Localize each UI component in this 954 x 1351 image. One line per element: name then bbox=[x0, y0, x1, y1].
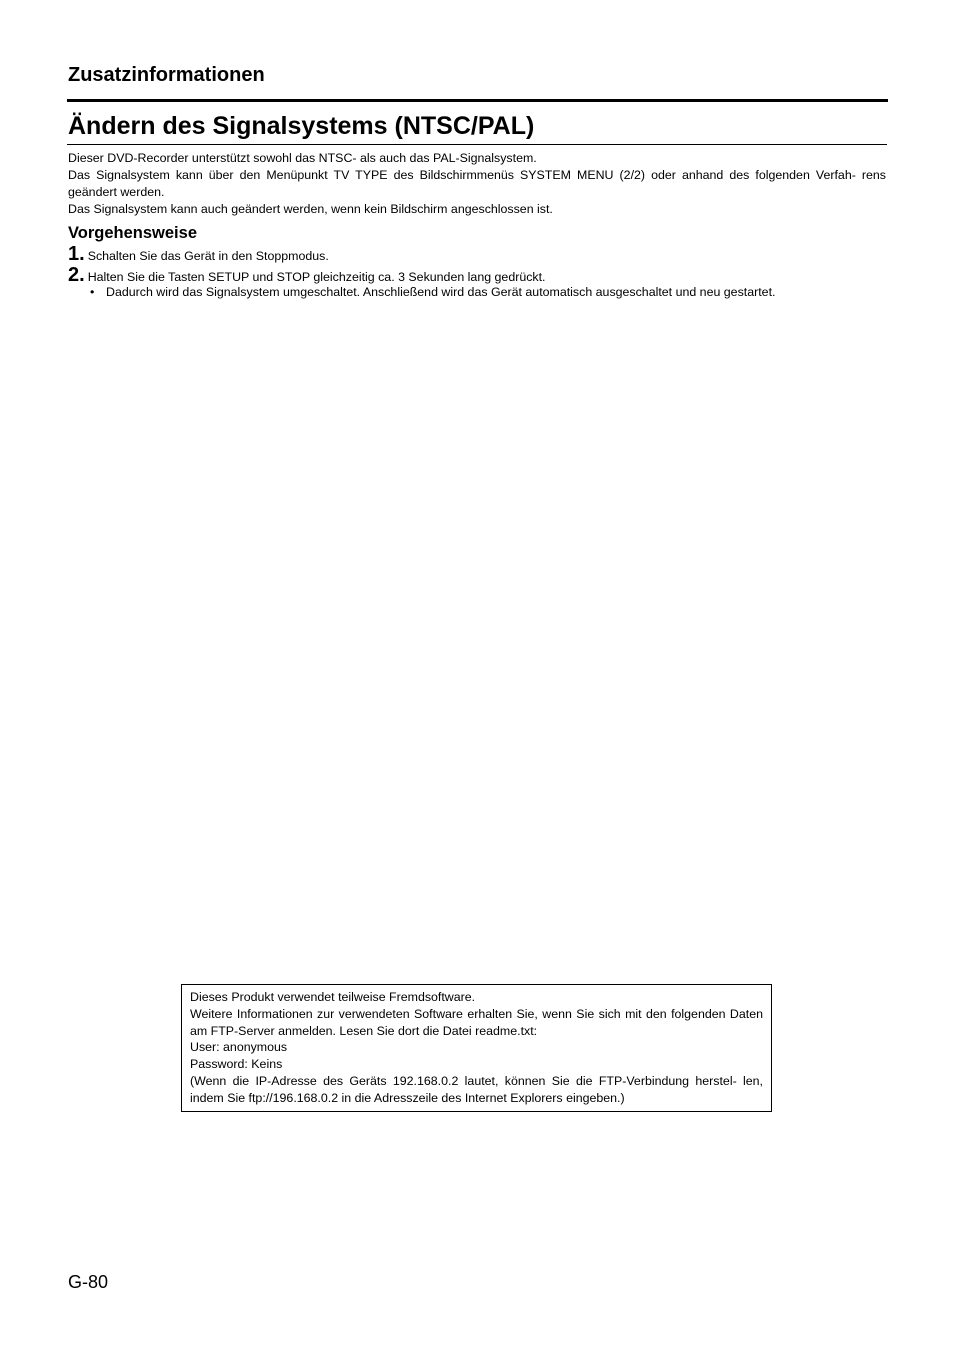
bullet-text: Dadurch wird das Signalsystem umgeschaltet. Anschließend wird das Gerät automatisch ausgeschaltet und neu gestartet. bbox=[106, 285, 776, 299]
title-rule bbox=[67, 144, 887, 145]
intro-paragraph: Das Signalsystem kann über den Menüpunkt TV TYPE des Bildschirmmenüs SYSTEM MENU (2/2) oder anhand des folgenden Verfah- rens geändert werden. bbox=[68, 168, 886, 199]
intro-text bbox=[68, 150, 886, 218]
step-text: Schalten Sie das Gerät in den Stoppmodus. bbox=[87, 249, 329, 263]
procedure-heading: Vorgehensweise bbox=[68, 224, 197, 242]
bullet-note bbox=[90, 284, 775, 301]
notice-line: Password: Keins bbox=[190, 1057, 283, 1072]
bullet-symbol: • bbox=[90, 285, 95, 299]
section-header: Zusatzinformationen bbox=[68, 64, 265, 86]
notice-line: (Wenn die IP-Adresse des Geräts 192.168.0.2 lautet, können Sie die FTP-Verbindung herstel- len, indem Sie ftp://196.168.0.2 in die Adresszeile des Internet Explorers eingeben.) bbox=[190, 1073, 763, 1105]
notice-line: User: anonymous bbox=[190, 1040, 288, 1055]
header-rule bbox=[67, 99, 888, 102]
notice-box bbox=[181, 984, 772, 1112]
step-number: 2. bbox=[68, 264, 85, 286]
step-number: 1. bbox=[68, 243, 85, 265]
step-text: Halten Sie die Tasten SETUP und STOP gleichzeitig ca. 3 Sekunden lang gedrückt. bbox=[87, 270, 546, 284]
page-number: G-80 bbox=[68, 1272, 109, 1292]
notice-line: Weitere Informationen zur verwendeten Software erhalten Sie, wenn Sie sich mit den folgenden Daten am FTP-Server anmelden. Lesen Sie dort die Datei readme.txt: bbox=[190, 1006, 763, 1038]
notice-line: Dieses Produkt verwendet teilweise Fremdsoftware. bbox=[190, 990, 476, 1004]
page-title: Ändern des Signalsystems (NTSC/PAL) bbox=[68, 112, 535, 140]
step-2 bbox=[68, 265, 546, 285]
intro-paragraph: Dieser DVD-Recorder unterstützt sowohl das NTSC- als auch das PAL-Signalsystem. bbox=[68, 151, 537, 165]
intro-paragraph: Das Signalsystem kann auch geändert werden, wenn kein Bildschirm angeschlossen ist. bbox=[68, 202, 553, 216]
step-1 bbox=[68, 244, 329, 264]
